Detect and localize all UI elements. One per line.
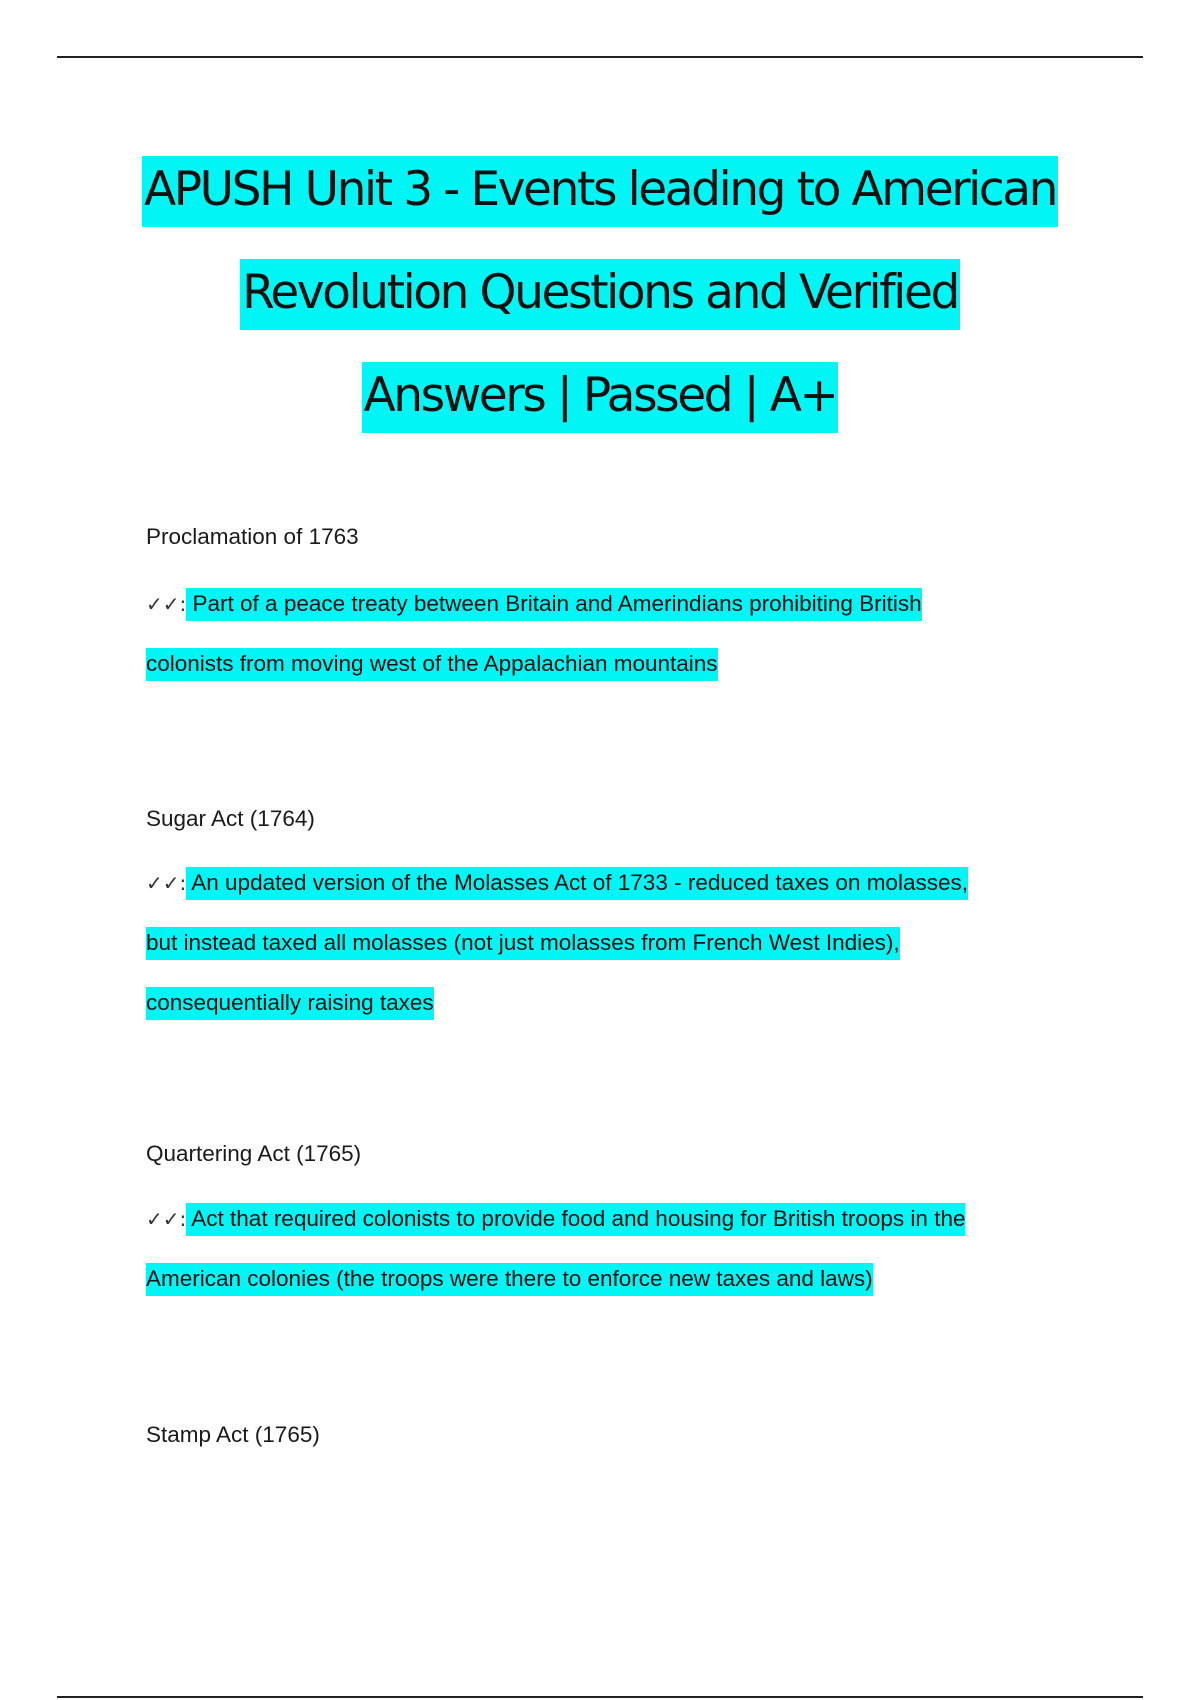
question-term: Stamp Act (1765) [146, 1422, 320, 1447]
question-term: Proclamation of 1763 [146, 524, 359, 549]
answer-line: but instead taxed all molasses (not just molasses from French West Indies), [146, 927, 900, 960]
title-line-2: Revolution Questions and Verified [100, 241, 1100, 344]
answer-line: colonists from moving west of the Appalachian mountains [146, 648, 718, 681]
document-title [100, 138, 1100, 447]
answer-text [146, 1189, 1076, 1309]
answer-line: An updated version of the Molasses Act of 1733 - reduced taxes on molasses, [186, 867, 968, 900]
question-term: Sugar Act (1764) [146, 806, 315, 831]
answer-line: American colonies (the troops were there to enforce new taxes and laws) [146, 1263, 873, 1296]
answer-line: consequentially raising taxes [146, 987, 434, 1020]
top-rule [57, 56, 1143, 58]
bottom-rule [57, 1696, 1143, 1698]
answer-text [146, 853, 1076, 1033]
answer-line: Part of a peace treaty between Britain and Amerindians prohibiting British [186, 588, 921, 621]
double-check-icon: ✓✓: [146, 1207, 187, 1231]
double-check-icon: ✓✓: [146, 592, 187, 616]
double-check-icon: ✓✓: [146, 871, 187, 895]
question-term: Quartering Act (1765) [146, 1141, 362, 1166]
title-line-1: APUSH Unit 3 - Events leading to American [100, 138, 1100, 241]
answer-line: Act that required colonists to provide food and housing for British troops in the [186, 1203, 965, 1236]
answer-text [146, 574, 1076, 694]
title-line-3: Answers | Passed | A+ [100, 344, 1100, 447]
